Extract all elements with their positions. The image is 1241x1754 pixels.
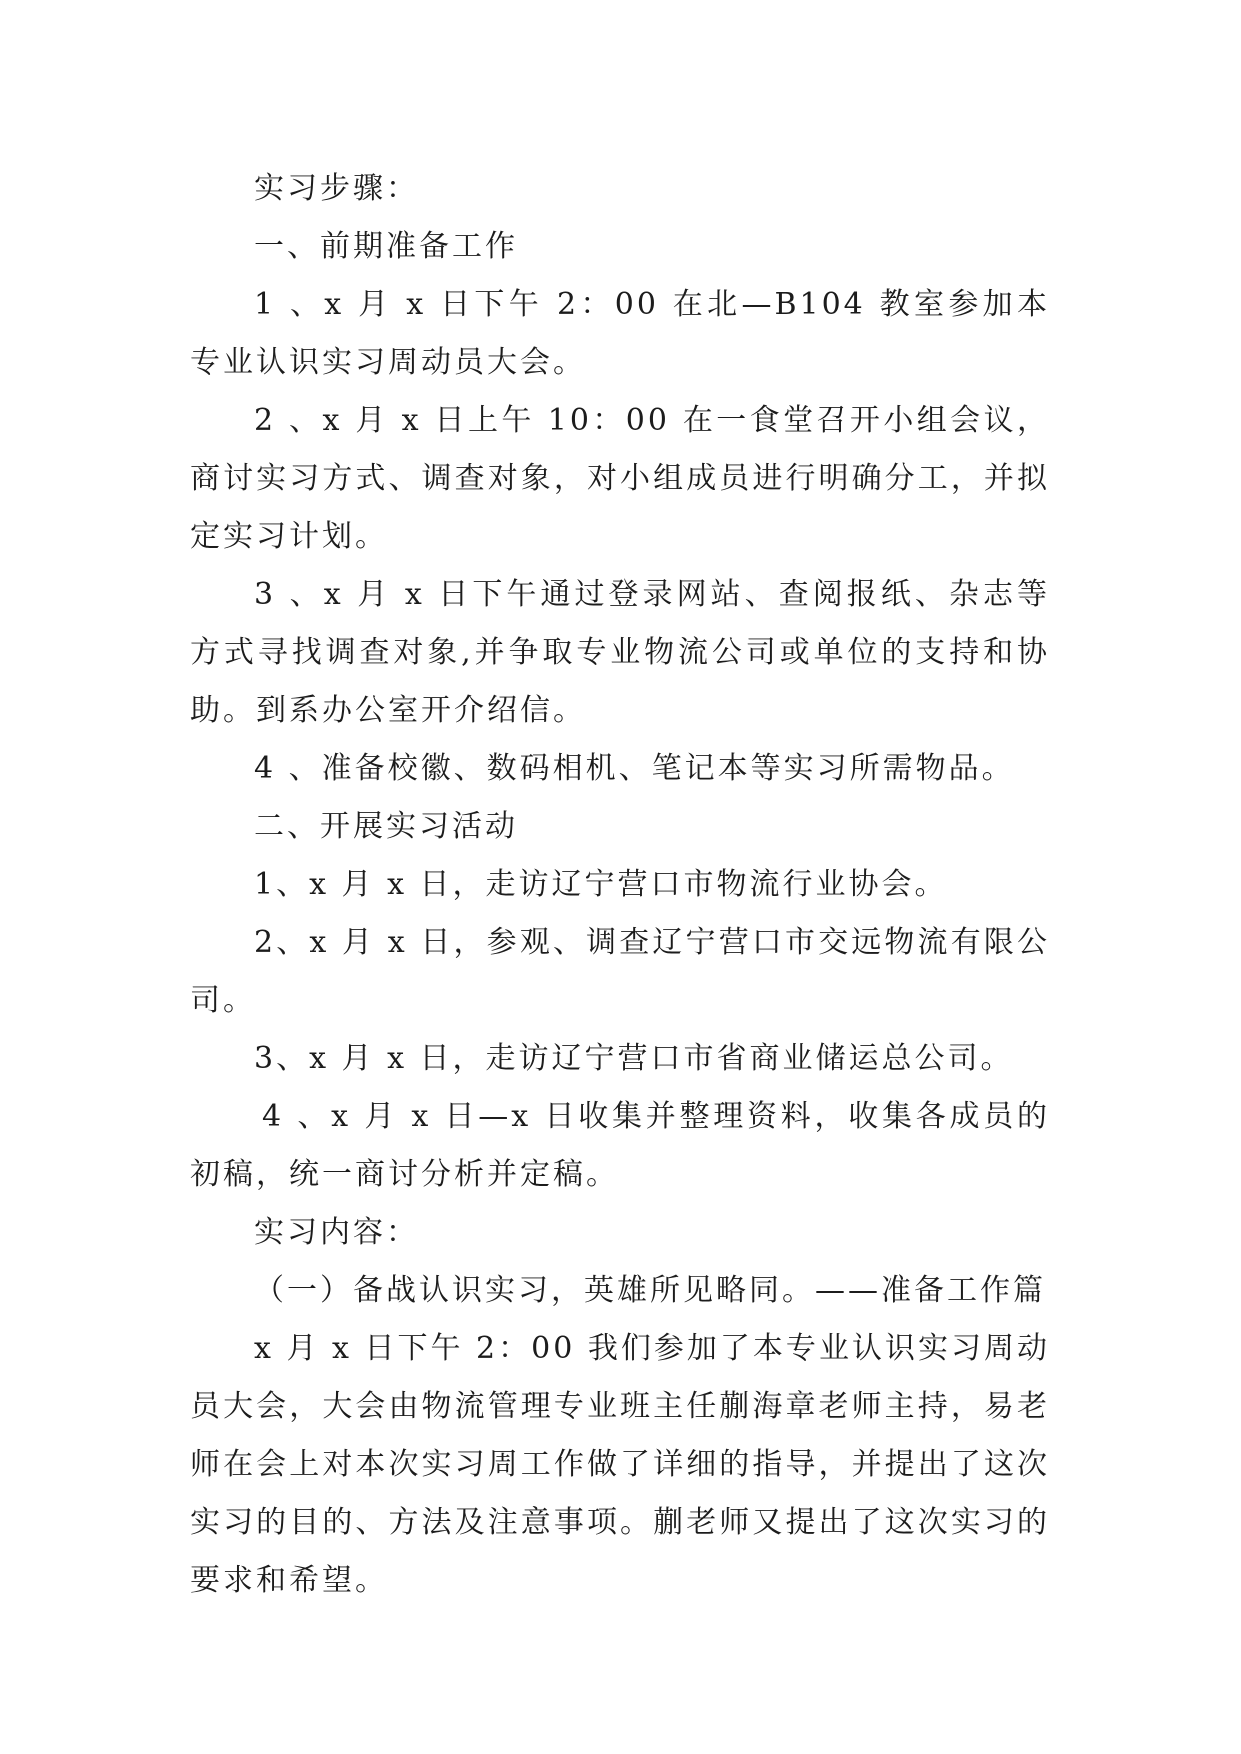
activity-item-3: 3、x 月 x 日，走访辽宁营口市省商业储运总公司。 [254,1041,1014,1076]
preparation-item-2: 2 、x 月 x 日上午 10：00 在一食堂召开小组会议，商讨实习方式、调查对象，对小组成员进行明确分工，并拟定实习计划。 [190,403,1050,554]
preparation-item-3: 3 、x 月 x 日下午通过登录网站、查阅报纸、杂志等方式寻找调查对象,并争取专业物流公司或单位的支持和协助。到系办公室开介绍信。 [190,577,1050,728]
content-heading: 实习内容： [254,1215,419,1250]
section-heading-preparation: 一、前期准备工作 [254,229,518,264]
section-heading-activities: 二、开展实习活动 [254,809,518,844]
preparation-item-4: 4 、准备校徽、数码相机、笔记本等实习所需物品。 [254,751,1015,786]
preparation-item-1: 1 、x 月 x 日下午 2：00 在北—B104 教室参加本专业认识实习周动员大会。 [190,287,1050,380]
activity-item-4: 4 、x 月 x 日—x 日收集并整理资料，收集各成员的初稿，统一商讨分析并定稿。 [190,1099,1050,1192]
activity-item-2: 2、x 月 x 日，参观、调查辽宁营口市交远物流有限公司。 [190,925,1050,1018]
content-paragraph: x 月 x 日下午 2：00 我们参加了本专业认识实习周动员大会，大会由物流管理专业班主任蒯海章老师主持，易老师在会上对本次实习周工作做了详细的指导，并提出了这次实习的目的、方法及注意事项。蒯老师又提出了这次实习的要求和希望。 [190,1331,1050,1598]
activity-item-1: 1、x 月 x 日，走访辽宁营口市物流行业协会。 [254,867,948,902]
content-subheading: （一）备战认识实习，英雄所见略同。——准备工作篇 [254,1273,1046,1308]
document-body [190,160,1050,1610]
steps-heading: 实习步骤： [254,171,419,206]
